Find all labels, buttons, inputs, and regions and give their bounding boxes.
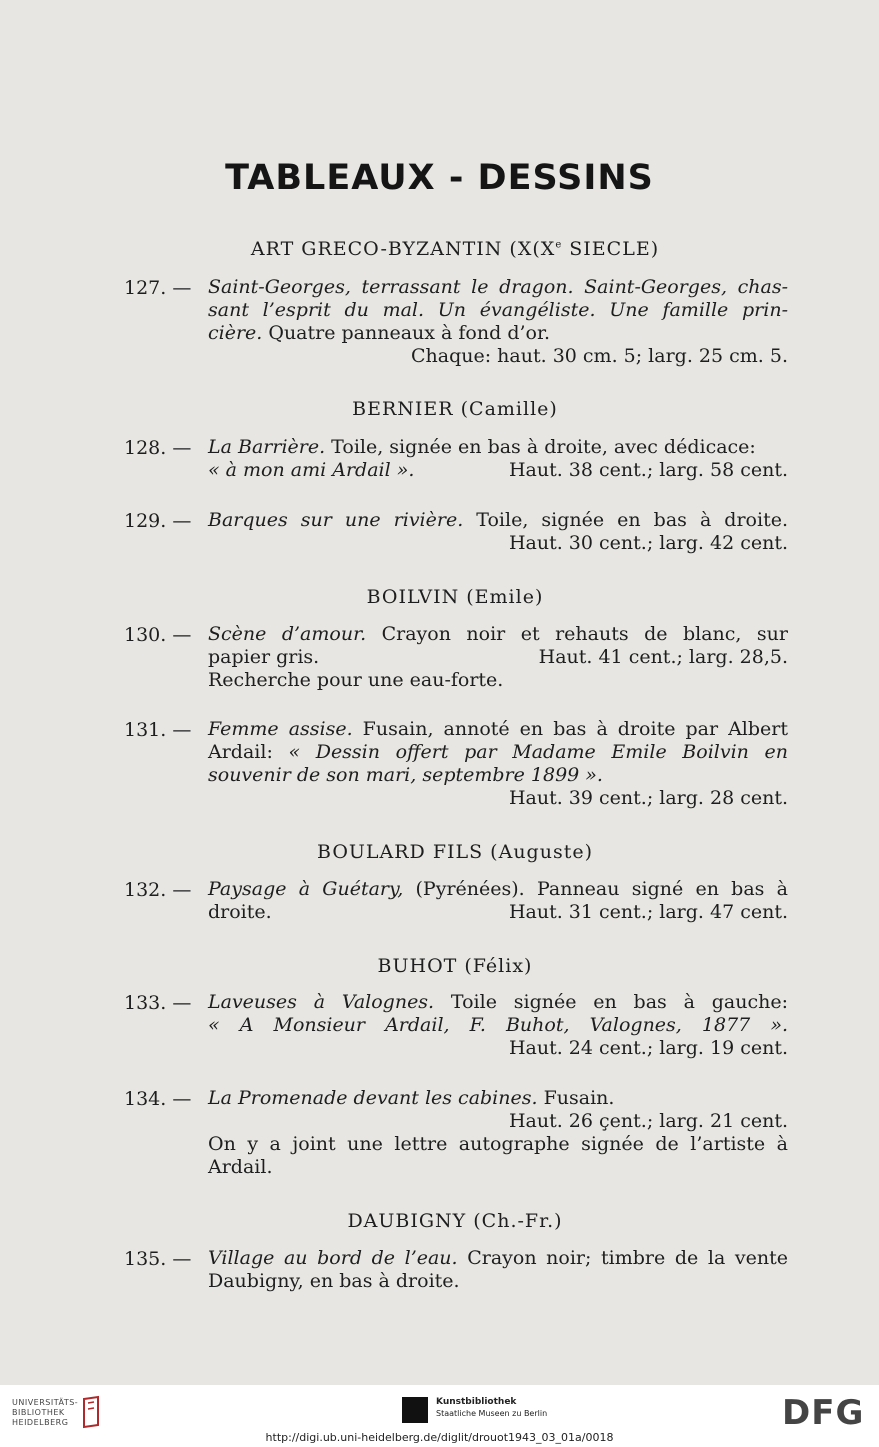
- entry-127-dimensions: Chaque: haut. 30 cm. 5; larg. 25 cm. 5.: [411, 345, 788, 367]
- section-heading-boulard-fils: BOULARD FILS (Auguste): [317, 841, 593, 863]
- entry-132-dimensions: Haut. 31 cent.; larg. 47 cent.: [508, 901, 788, 923]
- entry-129-dimensions: Haut. 30 cent.; larg. 42 cent.: [508, 532, 788, 554]
- entry-131-dimensions: Haut. 39 cent.; larg. 28 cent.: [508, 787, 788, 809]
- university-library-logo-icon[interactable]: [80, 1395, 104, 1429]
- entry-128-line-2: « à mon ami Ardail ». Haut. 38 cent.; larg. 58 cent.: [208, 459, 788, 481]
- footer-bar: [0, 1385, 879, 1447]
- entry-130-line-2: papier gris. Haut. 41 cent.; larg. 28,5.: [208, 646, 788, 668]
- entry-number-128: 128. —: [124, 437, 192, 459]
- section-heading-boilvin: BOILVIN (Emile): [366, 586, 544, 608]
- section-heading-bernier: BERNIER (Camille): [352, 398, 558, 420]
- entry-number-134: 134. —: [124, 1088, 192, 1110]
- entry-131-line-1: Femme assise. Fusain, annoté en bas à droite par Albert: [208, 718, 788, 740]
- entry-number-131: 131. —: [124, 719, 192, 741]
- entry-133-line-2: « A Monsieur Ardail, F. Buhot, Valognes, 1877 ».: [208, 1014, 788, 1036]
- page-title: TABLEAUX - DESSINS: [225, 158, 654, 198]
- entry-130-line-3: Recherche pour une eau-forte.: [208, 669, 504, 691]
- entry-127-line-2: sant l’esprit du mal. Un évangéliste. Une famille prin-: [208, 299, 788, 321]
- entry-number-127: 127. —: [124, 277, 192, 299]
- entry-132-line-1: Paysage à Guétary, (Pyrénées). Panneau signé en bas à: [208, 878, 789, 900]
- university-library-logo-text[interactable]: UNIVERSITÄTS- BIBLIOTHEK HEIDELBERG: [12, 1398, 79, 1427]
- dfg-logo[interactable]: DFG: [782, 1393, 865, 1433]
- entry-132-line-2: droite. Haut. 31 cent.; larg. 47 cent.: [208, 901, 788, 923]
- section-heading-daubigny: DAUBIGNY (Ch.-Fr.): [347, 1210, 563, 1232]
- permalink-url[interactable]: http://digi.ub.uni-heidelberg.de/diglit/drouot1943_03_01a/0018: [265, 1431, 614, 1444]
- entry-number-135: 135. —: [124, 1248, 192, 1270]
- entry-131-line-3: souvenir de son mari, septembre 1899 ».: [208, 764, 603, 786]
- entry-number-130: 130. —: [124, 624, 192, 646]
- entry-134-line-4: Ardail.: [208, 1156, 273, 1178]
- entry-127-line-3: cière. Quatre panneaux à fond d’or.: [208, 322, 550, 344]
- entry-133-line-1: Laveuses à Valognes. Toile signée en bas à gauche:: [208, 991, 788, 1013]
- entry-130-line-1: Scène d’amour. Crayon noir et rehauts de blanc, sur: [208, 623, 788, 645]
- kunstbibliothek-logo-icon[interactable]: [402, 1397, 428, 1423]
- entry-127-line-1: Saint-Georges, terrassant le dragon. Saint-Georges, chas-: [208, 276, 788, 298]
- entry-128-line-1: La Barrière. Toile, signée en bas à droite, avec dédicace:: [208, 436, 756, 458]
- entry-number-132: 132. —: [124, 879, 192, 901]
- entry-130-dimensions: Haut. 41 cent.; larg. 28,5.: [538, 646, 788, 668]
- entry-number-129: 129. —: [124, 510, 192, 532]
- entry-number-133: 133. —: [124, 992, 192, 1014]
- entry-134-dimensions: Haut. 26 çent.; larg. 21 cent.: [508, 1110, 788, 1132]
- entry-135-line-1: Village au bord de l’eau. Crayon noir; timbre de la vente: [208, 1247, 788, 1269]
- kunstbibliothek-logo-text: Kunstbibliothek Staatliche Museen zu Berlin: [436, 1397, 548, 1418]
- entry-135-line-2: Daubigny, en bas à droite.: [208, 1270, 460, 1292]
- entry-134-line-3: On y a joint une lettre autographe signée de l’artiste à: [208, 1133, 788, 1155]
- entry-131-line-2: Ardail: « Dessin offert par Madame Emile Boilvin en: [208, 741, 789, 763]
- entry-133-dimensions: Haut. 24 cent.; larg. 19 cent.: [508, 1037, 788, 1059]
- entry-129-line-1: Barques sur une rivière. Toile, signée en bas à droite.: [208, 509, 788, 531]
- entry-134-line-1: La Promenade devant les cabines. Fusain.: [208, 1087, 615, 1109]
- section-heading-buhot: BUHOT (Félix): [377, 955, 533, 977]
- entry-128-dimensions: Haut. 38 cent.; larg. 58 cent.: [508, 459, 788, 481]
- section-heading-greco-byzantin: ART GRECO-BYZANTIN (X(Xe SIECLE): [250, 238, 660, 260]
